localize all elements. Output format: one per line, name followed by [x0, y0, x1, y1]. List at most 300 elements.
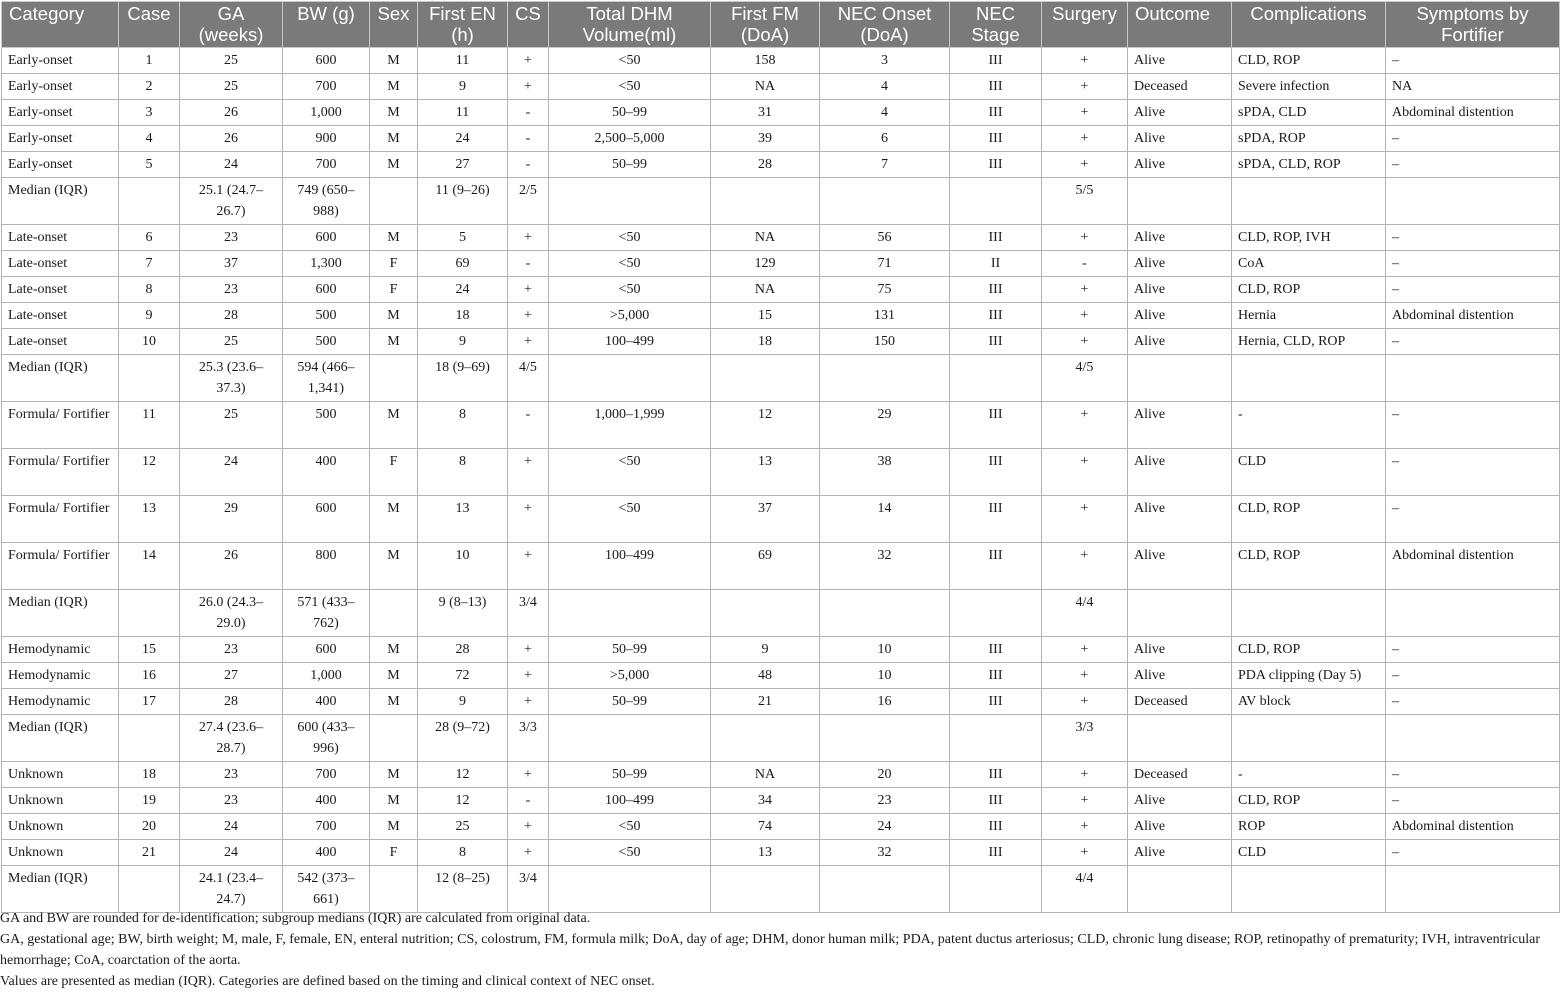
cell-nec-stage — [950, 178, 1042, 225]
cell-outcome: Alive — [1128, 225, 1232, 251]
case-row — [2, 637, 1560, 663]
cell-first-fm-doa: 18 — [711, 329, 820, 355]
median-row — [2, 866, 1560, 913]
cell-category: Late-onset — [2, 303, 119, 329]
cell-first-fm-doa: NA — [711, 74, 820, 100]
cell-ga-weeks: 23 — [180, 762, 283, 788]
cell-ga-weeks: 37 — [180, 251, 283, 277]
cell-first-fm-doa — [711, 715, 820, 762]
cell-surgery: - — [1042, 251, 1128, 277]
cell-category: Late-onset — [2, 225, 119, 251]
cell-nec-onset-doa — [820, 355, 950, 402]
cell-total-dhm-volume-ml — [549, 866, 711, 913]
cell-outcome — [1128, 355, 1232, 402]
case-row — [2, 663, 1560, 689]
cell-bw-g: 594 (466–1,341) — [283, 355, 370, 402]
table-body — [2, 48, 1560, 913]
cell-symptoms-by-fortifier: – — [1386, 225, 1560, 251]
case-row — [2, 788, 1560, 814]
cell-cs: - — [508, 126, 549, 152]
cell-total-dhm-volume-ml: <50 — [549, 277, 711, 303]
cell-symptoms-by-fortifier: – — [1386, 152, 1560, 178]
cell-surgery: + — [1042, 762, 1128, 788]
cell-outcome: Alive — [1128, 48, 1232, 74]
cell-outcome: Alive — [1128, 496, 1232, 543]
cell-category: Hemodynamic — [2, 663, 119, 689]
cell-complications: Hernia — [1232, 303, 1386, 329]
cell-outcome: Alive — [1128, 329, 1232, 355]
cell-first-en-h: 18 (9–69) — [418, 355, 508, 402]
cell-first-en-h: 9 — [418, 74, 508, 100]
cell-nec-stage: III — [950, 277, 1042, 303]
cell-complications: CLD, ROP — [1232, 277, 1386, 303]
case-row — [2, 303, 1560, 329]
cell-first-fm-doa: 37 — [711, 496, 820, 543]
cell-ga-weeks: 24.1 (23.4–24.7) — [180, 866, 283, 913]
cell-first-en-h: 8 — [418, 449, 508, 496]
cell-first-en-h: 9 (8–13) — [418, 590, 508, 637]
cell-case: 4 — [119, 126, 180, 152]
cell-sex: M — [370, 496, 418, 543]
cell-category: Median (IQR) — [2, 715, 119, 762]
cell-surgery: + — [1042, 303, 1128, 329]
cell-total-dhm-volume-ml: >5,000 — [549, 663, 711, 689]
case-row — [2, 496, 1560, 543]
cell-total-dhm-volume-ml: <50 — [549, 48, 711, 74]
cell-nec-onset-doa: 29 — [820, 402, 950, 449]
cell-nec-stage: III — [950, 100, 1042, 126]
cell-first-fm-doa — [711, 178, 820, 225]
header-row — [2, 2, 1560, 48]
cell-nec-stage: III — [950, 126, 1042, 152]
cell-nec-onset-doa: 4 — [820, 100, 950, 126]
cell-sex: M — [370, 126, 418, 152]
cell-category: Early-onset — [2, 152, 119, 178]
cell-sex: M — [370, 543, 418, 590]
cell-case: 6 — [119, 225, 180, 251]
cell-outcome: Alive — [1128, 402, 1232, 449]
cell-symptoms-by-fortifier: – — [1386, 840, 1560, 866]
case-row — [2, 74, 1560, 100]
cell-sex: M — [370, 663, 418, 689]
cell-outcome: Alive — [1128, 277, 1232, 303]
cell-case: 10 — [119, 329, 180, 355]
cell-nec-stage — [950, 590, 1042, 637]
cell-category: Median (IQR) — [2, 355, 119, 402]
cell-total-dhm-volume-ml: <50 — [549, 840, 711, 866]
cell-ga-weeks: 25 — [180, 48, 283, 74]
column-header-nec-onset-doa: NEC Onset (DoA) — [820, 2, 950, 48]
cell-symptoms-by-fortifier: – — [1386, 496, 1560, 543]
cell-symptoms-by-fortifier: – — [1386, 788, 1560, 814]
cell-symptoms-by-fortifier: – — [1386, 637, 1560, 663]
column-header-total-dhm-volume-ml: Total DHM Volume(ml) — [549, 2, 711, 48]
cell-complications — [1232, 178, 1386, 225]
cell-total-dhm-volume-ml — [549, 355, 711, 402]
cell-category: Median (IQR) — [2, 590, 119, 637]
cell-bw-g: 400 — [283, 840, 370, 866]
cell-bw-g: 700 — [283, 74, 370, 100]
cell-case: 1 — [119, 48, 180, 74]
cell-nec-stage — [950, 715, 1042, 762]
case-row — [2, 814, 1560, 840]
cell-bw-g: 1,000 — [283, 663, 370, 689]
cell-first-en-h: 72 — [418, 663, 508, 689]
cell-nec-onset-doa: 24 — [820, 814, 950, 840]
cell-symptoms-by-fortifier — [1386, 866, 1560, 913]
cell-complications: sPDA, CLD, ROP — [1232, 152, 1386, 178]
cell-bw-g: 500 — [283, 329, 370, 355]
cell-first-en-h: 13 — [418, 496, 508, 543]
cell-case: 20 — [119, 814, 180, 840]
cell-bw-g: 600 — [283, 277, 370, 303]
cell-first-en-h: 24 — [418, 126, 508, 152]
column-header-bw-g: BW (g) — [283, 2, 370, 48]
cell-bw-g: 500 — [283, 402, 370, 449]
cell-nec-onset-doa — [820, 715, 950, 762]
cell-ga-weeks: 25.1 (24.7–26.7) — [180, 178, 283, 225]
cell-category: Early-onset — [2, 74, 119, 100]
cell-surgery: 5/5 — [1042, 178, 1128, 225]
cell-cs: + — [508, 762, 549, 788]
cell-symptoms-by-fortifier: – — [1386, 277, 1560, 303]
cell-nec-stage: III — [950, 663, 1042, 689]
median-row — [2, 715, 1560, 762]
cell-symptoms-by-fortifier: Abdominal distention — [1386, 543, 1560, 590]
cell-symptoms-by-fortifier: – — [1386, 48, 1560, 74]
nec-cases-table — [1, 1, 1560, 913]
cell-first-fm-doa: 74 — [711, 814, 820, 840]
cell-sex: M — [370, 48, 418, 74]
cell-case: 3 — [119, 100, 180, 126]
cell-outcome: Alive — [1128, 152, 1232, 178]
cell-nec-stage: III — [950, 303, 1042, 329]
cell-complications — [1232, 866, 1386, 913]
cell-nec-stage: III — [950, 329, 1042, 355]
cell-ga-weeks: 28 — [180, 689, 283, 715]
cell-bw-g: 600 — [283, 48, 370, 74]
cell-bw-g: 600 (433–996) — [283, 715, 370, 762]
cell-nec-onset-doa: 150 — [820, 329, 950, 355]
cell-cs: + — [508, 303, 549, 329]
cell-ga-weeks: 29 — [180, 496, 283, 543]
cell-case: 19 — [119, 788, 180, 814]
cell-complications: CLD, ROP — [1232, 496, 1386, 543]
cell-sex: M — [370, 402, 418, 449]
cell-outcome: Deceased — [1128, 762, 1232, 788]
cell-category: Unknown — [2, 762, 119, 788]
cell-category: Hemodynamic — [2, 689, 119, 715]
cell-cs: + — [508, 277, 549, 303]
case-row — [2, 329, 1560, 355]
cell-total-dhm-volume-ml — [549, 590, 711, 637]
cell-first-en-h: 27 — [418, 152, 508, 178]
cell-cs: + — [508, 74, 549, 100]
cell-total-dhm-volume-ml: >5,000 — [549, 303, 711, 329]
cell-complications: - — [1232, 402, 1386, 449]
cell-total-dhm-volume-ml: <50 — [549, 496, 711, 543]
column-header-case: Case — [119, 2, 180, 48]
cell-symptoms-by-fortifier: Abdominal distention — [1386, 100, 1560, 126]
cell-sex: M — [370, 329, 418, 355]
cell-case: 8 — [119, 277, 180, 303]
cell-surgery: + — [1042, 329, 1128, 355]
cell-total-dhm-volume-ml: 50–99 — [549, 689, 711, 715]
cell-nec-stage: III — [950, 689, 1042, 715]
cell-bw-g: 571 (433–762) — [283, 590, 370, 637]
cell-ga-weeks: 28 — [180, 303, 283, 329]
cell-complications: CLD, ROP — [1232, 48, 1386, 74]
cell-first-fm-doa — [711, 590, 820, 637]
case-row — [2, 126, 1560, 152]
cell-sex: M — [370, 152, 418, 178]
cell-cs: + — [508, 496, 549, 543]
cell-nec-stage: III — [950, 74, 1042, 100]
table-header — [2, 2, 1560, 48]
cell-first-fm-doa: 39 — [711, 126, 820, 152]
column-header-sex: Sex — [370, 2, 418, 48]
column-header-category: Category — [2, 2, 119, 48]
cell-symptoms-by-fortifier: – — [1386, 762, 1560, 788]
cell-case — [119, 355, 180, 402]
cell-ga-weeks: 25 — [180, 74, 283, 100]
cell-total-dhm-volume-ml: <50 — [549, 814, 711, 840]
cell-first-fm-doa: 12 — [711, 402, 820, 449]
cell-nec-onset-doa: 32 — [820, 543, 950, 590]
cell-nec-stage: III — [950, 152, 1042, 178]
cell-symptoms-by-fortifier: – — [1386, 402, 1560, 449]
cell-nec-onset-doa: 38 — [820, 449, 950, 496]
cell-nec-onset-doa: 71 — [820, 251, 950, 277]
cell-ga-weeks: 27 — [180, 663, 283, 689]
cell-case: 14 — [119, 543, 180, 590]
cell-cs: + — [508, 663, 549, 689]
cell-sex: M — [370, 100, 418, 126]
cell-bw-g: 542 (373–661) — [283, 866, 370, 913]
cell-total-dhm-volume-ml: <50 — [549, 449, 711, 496]
cell-surgery: + — [1042, 277, 1128, 303]
cell-nec-onset-doa: 16 — [820, 689, 950, 715]
cell-total-dhm-volume-ml: <50 — [549, 74, 711, 100]
cell-outcome — [1128, 590, 1232, 637]
cell-cs: 3/4 — [508, 590, 549, 637]
case-row — [2, 689, 1560, 715]
cell-first-fm-doa: 129 — [711, 251, 820, 277]
cell-category: Late-onset — [2, 277, 119, 303]
cell-symptoms-by-fortifier: NA — [1386, 74, 1560, 100]
cell-bw-g: 700 — [283, 814, 370, 840]
cell-total-dhm-volume-ml: 50–99 — [549, 762, 711, 788]
cell-cs: + — [508, 637, 549, 663]
cell-bw-g: 1,300 — [283, 251, 370, 277]
cell-nec-onset-doa: 23 — [820, 788, 950, 814]
cell-ga-weeks: 26 — [180, 543, 283, 590]
cell-first-en-h: 12 (8–25) — [418, 866, 508, 913]
cell-ga-weeks: 24 — [180, 152, 283, 178]
cell-sex: M — [370, 225, 418, 251]
cell-cs: - — [508, 402, 549, 449]
cell-nec-stage: II — [950, 251, 1042, 277]
cell-ga-weeks: 23 — [180, 788, 283, 814]
cell-first-fm-doa: 158 — [711, 48, 820, 74]
column-header-outcome: Outcome — [1128, 2, 1232, 48]
cell-first-en-h: 11 (9–26) — [418, 178, 508, 225]
cell-nec-onset-doa: 6 — [820, 126, 950, 152]
cell-case — [119, 866, 180, 913]
cell-first-fm-doa: 28 — [711, 152, 820, 178]
cell-symptoms-by-fortifier — [1386, 590, 1560, 637]
cell-surgery: + — [1042, 74, 1128, 100]
cell-category: Early-onset — [2, 100, 119, 126]
cell-case: 17 — [119, 689, 180, 715]
cell-sex: M — [370, 814, 418, 840]
cell-case: 18 — [119, 762, 180, 788]
cell-outcome: Alive — [1128, 303, 1232, 329]
cell-first-en-h: 11 — [418, 100, 508, 126]
cell-nec-onset-doa: 10 — [820, 663, 950, 689]
cell-outcome: Alive — [1128, 126, 1232, 152]
cell-total-dhm-volume-ml: 100–499 — [549, 543, 711, 590]
cell-complications: AV block — [1232, 689, 1386, 715]
cell-total-dhm-volume-ml — [549, 715, 711, 762]
cell-cs: 4/5 — [508, 355, 549, 402]
cell-sex — [370, 590, 418, 637]
cell-nec-onset-doa: 20 — [820, 762, 950, 788]
cell-sex: M — [370, 689, 418, 715]
cell-surgery: + — [1042, 126, 1128, 152]
cell-case: 13 — [119, 496, 180, 543]
cell-nec-stage: III — [950, 496, 1042, 543]
cell-symptoms-by-fortifier: – — [1386, 449, 1560, 496]
cell-first-fm-doa: 13 — [711, 840, 820, 866]
cell-symptoms-by-fortifier: – — [1386, 126, 1560, 152]
cell-first-en-h: 11 — [418, 48, 508, 74]
cell-category: Formula/ Fortifier — [2, 496, 119, 543]
cell-total-dhm-volume-ml: 100–499 — [549, 329, 711, 355]
cell-category: Unknown — [2, 814, 119, 840]
cell-first-en-h: 9 — [418, 689, 508, 715]
cell-bw-g: 400 — [283, 788, 370, 814]
cell-bw-g: 700 — [283, 152, 370, 178]
cell-bw-g: 600 — [283, 496, 370, 543]
cell-cs: + — [508, 689, 549, 715]
cell-first-en-h: 28 — [418, 637, 508, 663]
cell-nec-stage — [950, 866, 1042, 913]
cell-nec-onset-doa: 32 — [820, 840, 950, 866]
cell-sex — [370, 178, 418, 225]
cell-symptoms-by-fortifier — [1386, 178, 1560, 225]
cell-surgery: + — [1042, 788, 1128, 814]
cell-cs: - — [508, 152, 549, 178]
cell-first-en-h: 9 — [418, 329, 508, 355]
case-row — [2, 449, 1560, 496]
cell-outcome: Alive — [1128, 543, 1232, 590]
cell-first-fm-doa: 69 — [711, 543, 820, 590]
column-header-symptoms-by-fortifier: Symptoms by Fortifier — [1386, 2, 1560, 48]
cell-ga-weeks: 27.4 (23.6–28.7) — [180, 715, 283, 762]
cell-first-fm-doa: NA — [711, 225, 820, 251]
cell-ga-weeks: 26.0 (24.3–29.0) — [180, 590, 283, 637]
cell-first-fm-doa: NA — [711, 277, 820, 303]
case-row — [2, 840, 1560, 866]
cell-total-dhm-volume-ml: 2,500–5,000 — [549, 126, 711, 152]
cell-nec-stage: III — [950, 449, 1042, 496]
cell-ga-weeks: 24 — [180, 814, 283, 840]
cell-nec-stage: III — [950, 225, 1042, 251]
cell-surgery: + — [1042, 663, 1128, 689]
column-header-surgery: Surgery — [1042, 2, 1128, 48]
cell-sex: M — [370, 74, 418, 100]
cell-nec-stage: III — [950, 48, 1042, 74]
cell-symptoms-by-fortifier — [1386, 715, 1560, 762]
cell-first-en-h: 25 — [418, 814, 508, 840]
case-row — [2, 762, 1560, 788]
cell-first-fm-doa: 15 — [711, 303, 820, 329]
cell-ga-weeks: 26 — [180, 126, 283, 152]
cell-nec-onset-doa: 131 — [820, 303, 950, 329]
cell-outcome: Deceased — [1128, 689, 1232, 715]
cell-complications: CLD, ROP — [1232, 637, 1386, 663]
cell-ga-weeks: 25 — [180, 329, 283, 355]
cell-complications: PDA clipping (Day 5) — [1232, 663, 1386, 689]
cell-case: 15 — [119, 637, 180, 663]
cell-ga-weeks: 23 — [180, 225, 283, 251]
cell-first-fm-doa: 31 — [711, 100, 820, 126]
cell-sex — [370, 866, 418, 913]
cell-cs: + — [508, 48, 549, 74]
cell-bw-g: 900 — [283, 126, 370, 152]
cell-cs: - — [508, 788, 549, 814]
cell-complications: CLD, ROP, IVH — [1232, 225, 1386, 251]
cell-ga-weeks: 26 — [180, 100, 283, 126]
cell-first-en-h: 18 — [418, 303, 508, 329]
cell-total-dhm-volume-ml: <50 — [549, 225, 711, 251]
cell-case: 2 — [119, 74, 180, 100]
cell-first-fm-doa: 13 — [711, 449, 820, 496]
column-header-nec-stage: NEC Stage — [950, 2, 1042, 48]
cell-case — [119, 715, 180, 762]
case-row — [2, 251, 1560, 277]
cell-first-fm-doa — [711, 355, 820, 402]
cell-nec-stage: III — [950, 788, 1042, 814]
cell-outcome: Alive — [1128, 637, 1232, 663]
cell-nec-stage: III — [950, 762, 1042, 788]
cell-case: 12 — [119, 449, 180, 496]
cell-sex: M — [370, 637, 418, 663]
cell-nec-onset-doa: 7 — [820, 152, 950, 178]
cell-cs: + — [508, 840, 549, 866]
cell-first-fm-doa: 34 — [711, 788, 820, 814]
cell-ga-weeks: 23 — [180, 277, 283, 303]
cell-nec-stage — [950, 355, 1042, 402]
case-row — [2, 225, 1560, 251]
cell-category: Late-onset — [2, 251, 119, 277]
cell-total-dhm-volume-ml: 50–99 — [549, 637, 711, 663]
cell-nec-onset-doa: 75 — [820, 277, 950, 303]
cell-bw-g: 1,000 — [283, 100, 370, 126]
cell-sex: F — [370, 251, 418, 277]
cell-category: Unknown — [2, 840, 119, 866]
cell-sex: F — [370, 840, 418, 866]
cell-sex: M — [370, 788, 418, 814]
cell-surgery: + — [1042, 496, 1128, 543]
cell-case: 21 — [119, 840, 180, 866]
cell-total-dhm-volume-ml: 50–99 — [549, 152, 711, 178]
cell-outcome: Alive — [1128, 100, 1232, 126]
cell-surgery: 4/5 — [1042, 355, 1128, 402]
cell-category: Formula/ Fortifier — [2, 449, 119, 496]
cell-surgery: 4/4 — [1042, 590, 1128, 637]
